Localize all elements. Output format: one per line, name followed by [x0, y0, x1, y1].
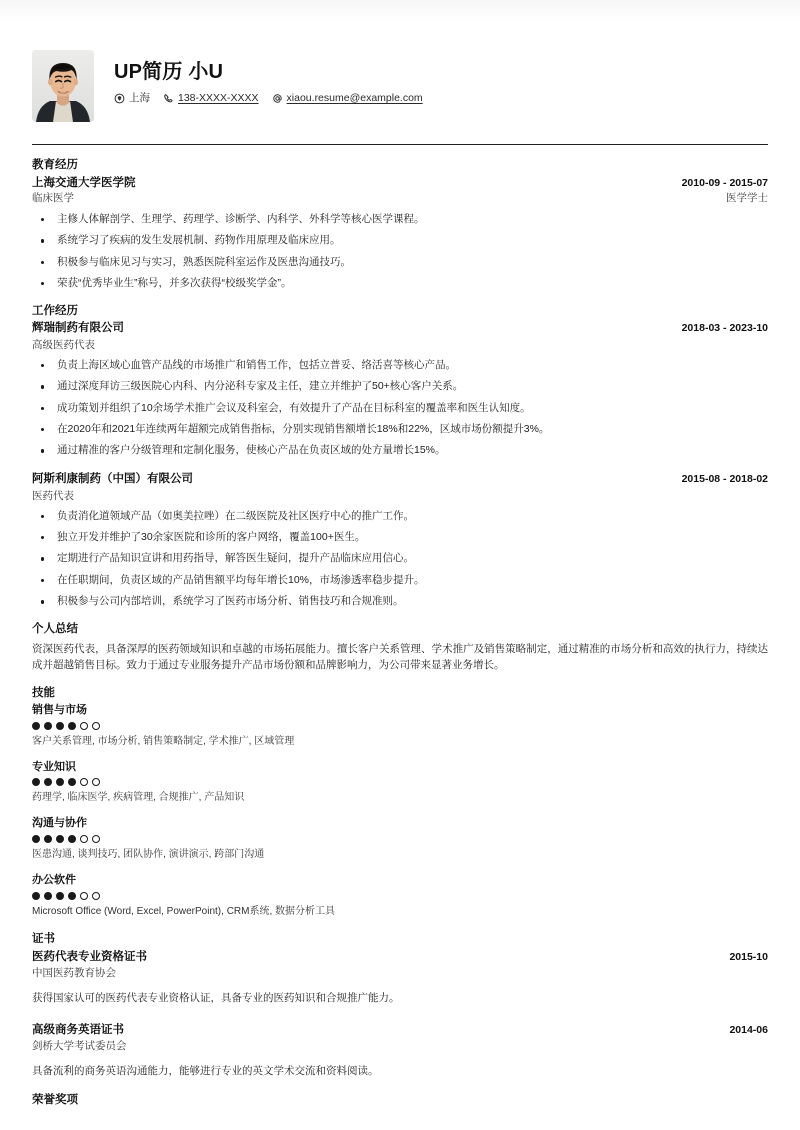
work-entry — [32, 471, 768, 609]
skill-dot-empty — [92, 778, 100, 786]
certificate-name: 医药代表专业资格证书 — [32, 950, 147, 963]
work-entry-header — [32, 320, 768, 336]
skill-group-items: 药理学, 临床医学, 疾病管理, 合规推广, 产品知识 — [32, 792, 245, 804]
work-entry-header — [32, 471, 768, 487]
education-degree: 医学学士 — [726, 191, 768, 204]
contact-location-text: 上海 — [129, 92, 150, 105]
work-bullets — [32, 358, 768, 459]
skill-group-name: 专业知识 — [32, 760, 76, 773]
school-name: 上海交通大学医学院 — [32, 176, 136, 189]
certificate-entry — [32, 949, 768, 1007]
skill-dot-filled — [32, 892, 40, 900]
contact-location — [114, 93, 150, 104]
list-item — [32, 443, 768, 458]
certificate-date: 2015-10 — [729, 950, 768, 963]
skill-group-name: 办公软件 — [32, 874, 76, 887]
company-name: 阿斯利康制药（中国）有限公司 — [32, 473, 193, 486]
skill-dot-empty — [92, 835, 100, 843]
certificate-date: 2014-06 — [729, 1024, 768, 1037]
skill-level-dots — [32, 835, 768, 843]
contact-phone[interactable] — [163, 93, 259, 104]
skill-level-dots — [32, 778, 768, 786]
section-title-certificates: 证书 — [32, 933, 55, 946]
list-item — [32, 509, 768, 524]
skill-dot-filled — [32, 722, 40, 730]
certificate-description: 具备流利的商务英语沟通能力，能够进行专业的英文学术交流和资料阅读。 — [32, 1065, 379, 1078]
skill-dot-empty — [80, 722, 88, 730]
work-entry — [32, 320, 768, 458]
company-name: 辉瑞制药有限公司 — [32, 322, 124, 335]
section-title-skills: 技能 — [32, 687, 55, 700]
skill-dot-filled — [56, 892, 64, 900]
education-major: 临床医学 — [32, 191, 74, 204]
page-title: UP简历 小U — [114, 61, 224, 83]
skill-dot-empty — [92, 722, 100, 730]
skill-dot-filled — [56, 722, 64, 730]
certificate-header — [32, 949, 768, 965]
skill-dot-filled — [32, 778, 40, 786]
bullet-text: 主修人体解剖学、生理学、药理学、诊断学、内科学、外科学等核心医学课程。 — [57, 212, 425, 225]
list-item — [32, 212, 768, 227]
skill-dot-empty — [80, 778, 88, 786]
list-item — [32, 358, 768, 373]
skill-dot-filled — [68, 835, 76, 843]
certificate-issuer: 中国医药教育协会 — [32, 966, 116, 979]
skill-dot-empty — [92, 892, 100, 900]
list-item — [32, 276, 768, 291]
summary-text: 资深医药代表，具备深厚的医药领域知识和卓越的市场拓展能力。擅长客户关系管理、学术推广及销售策略制定，通过精准的市场分析和高效的执行力，持续达成并超越销售目标。致力于通过专业服务提升产品市场份额和品牌影响力，为公司带来显著业务增长。 — [32, 642, 768, 671]
skill-level-dots — [32, 892, 768, 900]
skill-level-dots — [32, 722, 768, 730]
work-role: 医药代表 — [32, 489, 74, 502]
skill-dot-filled — [44, 722, 52, 730]
skill-dot-filled — [68, 778, 76, 786]
contact-list — [114, 93, 430, 104]
section-summary — [32, 622, 768, 673]
bullet-text: 积极参与临床见习与实习，熟悉医院科室运作及医患沟通技巧。 — [57, 255, 351, 268]
contact-email[interactable] — [272, 93, 423, 104]
list-item — [32, 401, 768, 416]
section-work — [32, 304, 768, 609]
bullet-text: 成功策划并组织了10余场学术推广会议及科室会，有效提升了产品在目标科室的覆盖率和医生认知度。 — [57, 401, 531, 414]
skill-group-items: 医患沟通, 谈判技巧, 团队协作, 演讲演示, 跨部门沟通 — [32, 849, 265, 861]
location-pin-icon — [114, 93, 125, 104]
list-item — [32, 379, 768, 394]
identity-block — [114, 50, 430, 104]
section-title-education: 教育经历 — [32, 159, 78, 171]
section-education — [32, 158, 768, 291]
section-title-awards: 荣誉奖项 — [32, 1093, 78, 1106]
certificate-name: 高级商务英语证书 — [32, 1024, 124, 1037]
skill-group-items: 客户关系管理, 市场分析, 销售策略制定, 学术推广, 区域管理 — [32, 735, 295, 747]
list-item — [32, 594, 768, 609]
bullet-text: 通过深度拜访三级医院心内科、内分泌科专家及主任，建立并维护了50+核心客户关系。 — [57, 380, 464, 393]
list-item — [32, 422, 768, 437]
work-role: 高级医药代表 — [32, 338, 95, 351]
section-awards — [32, 1093, 768, 1109]
bullet-text: 通过精准的客户分级管理和定制化服务，使核心产品在负责区域的处方量增长15%。 — [57, 444, 446, 457]
bullet-text: 积极参与公司内部培训，系统学习了医药市场分析、销售技巧和合规准则。 — [57, 595, 404, 608]
contact-email-text[interactable]: xiaou.resume@example.com — [286, 92, 423, 105]
education-entry-header — [32, 175, 768, 191]
section-title-work: 工作经历 — [32, 304, 78, 317]
skill-dot-filled — [32, 835, 40, 843]
avatar — [32, 50, 94, 122]
work-date: 2015-08 - 2018-02 — [681, 473, 768, 486]
skill-dot-filled — [68, 892, 76, 900]
skill-group — [32, 760, 768, 806]
certificate-description: 获得国家认可的医药代表专业资格认证，具备专业的医药知识和合规推广能力。 — [32, 991, 400, 1004]
contact-phone-text[interactable]: 138-XXXX-XXXX — [178, 92, 259, 105]
bullet-text: 在2020年和2021年连续两年超额完成销售指标，分别实现销售额增长18%和22%，区域市场份额提升3%。 — [57, 422, 550, 435]
bullet-text: 负责消化道领域产品（如奥美拉唑）在二级医院及社区医疗中心的推广工作。 — [57, 509, 414, 522]
bullet-text: 负责上海区域心血管产品线的市场推广和销售工作，包括立普妥、络活喜等核心产品。 — [57, 358, 456, 371]
resume-header — [32, 0, 768, 122]
education-bullets — [32, 212, 768, 291]
list-item — [32, 551, 768, 566]
list-item — [32, 233, 768, 248]
bullet-text: 独立开发并维护了30余家医院和诊所的客户网络，覆盖100+医生。 — [57, 530, 366, 543]
header-divider — [32, 144, 768, 145]
education-date: 2010-09 - 2015-07 — [681, 176, 768, 189]
list-item — [32, 255, 768, 270]
bullet-text: 系统学习了疾病的发生发展机制、药物作用原理及临床应用。 — [57, 234, 341, 247]
skill-dot-filled — [56, 778, 64, 786]
skill-dot-filled — [68, 722, 76, 730]
section-certificates — [32, 932, 768, 1080]
skill-group — [32, 873, 768, 919]
skill-group-name: 沟通与协作 — [32, 817, 87, 830]
list-item — [32, 530, 768, 545]
bullet-text: 荣获“优秀毕业生”称号，并多次获得“校级奖学金”。 — [57, 276, 292, 289]
certificate-entry — [32, 1022, 768, 1080]
skill-group — [32, 816, 768, 862]
skill-dot-filled — [56, 835, 64, 843]
education-entry — [32, 175, 768, 291]
certificate-issuer: 剑桥大学考试委员会 — [32, 1040, 127, 1053]
skill-group-name: 销售与市场 — [32, 703, 87, 716]
skill-dot-empty — [80, 892, 88, 900]
list-item — [32, 573, 768, 588]
bullet-text: 在任职期间，负责区域的产品销售额平均每年增长10%，市场渗透率稳步提升。 — [57, 573, 425, 586]
skill-dot-filled — [44, 892, 52, 900]
skill-dot-filled — [44, 835, 52, 843]
work-bullets — [32, 509, 768, 610]
section-title-summary: 个人总结 — [32, 623, 78, 636]
section-skills — [32, 686, 768, 919]
skill-dot-filled — [44, 778, 52, 786]
skill-group-items: Microsoft Office (Word, Excel, PowerPoint), CRM系统, 数据分析工具 — [32, 906, 336, 918]
skill-group — [32, 703, 768, 749]
email-at-icon — [272, 93, 283, 104]
education-entry-subheader — [32, 191, 768, 206]
skill-dot-empty — [80, 835, 88, 843]
work-date: 2018-03 - 2023-10 — [681, 322, 768, 335]
bullet-text: 定期进行产品知识宣讲和用药指导，解答医生疑问，提升产品临床应用信心。 — [57, 552, 414, 565]
phone-icon — [163, 93, 174, 104]
certificate-header — [32, 1022, 768, 1038]
